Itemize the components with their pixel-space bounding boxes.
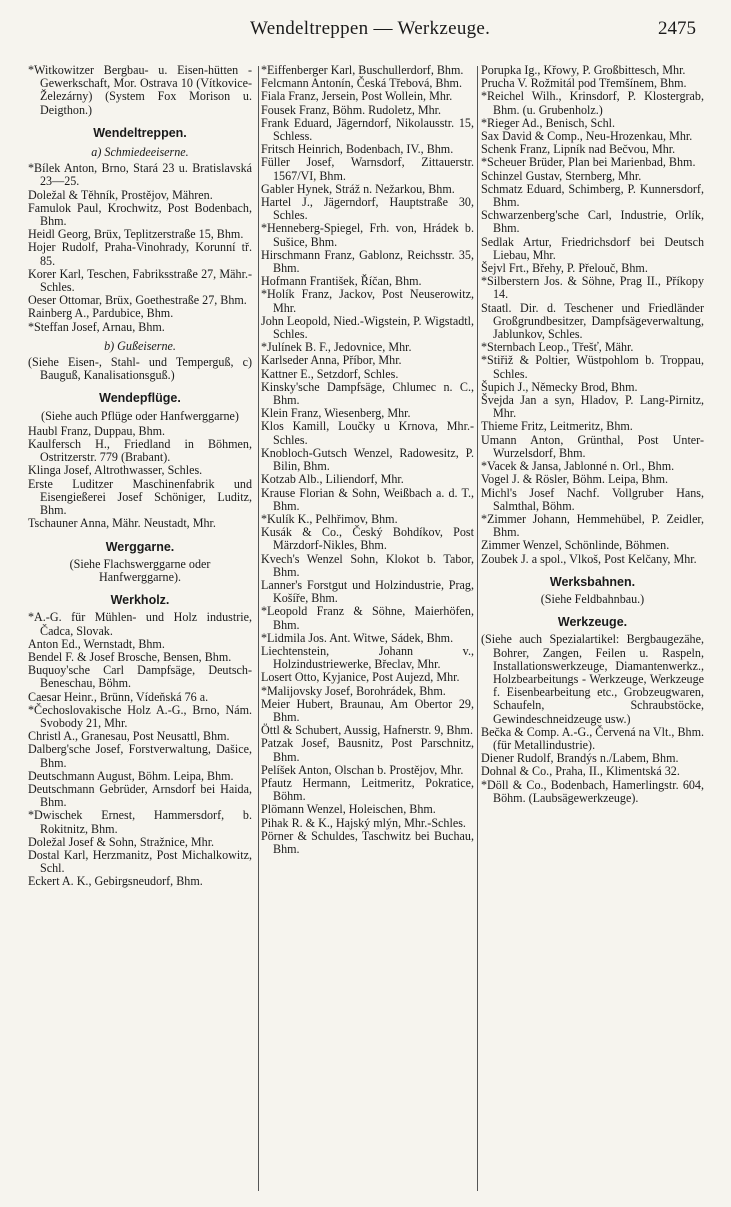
directory-entry: Knobloch-Gutsch Wenzel, Radowesitz, P. Bilin, Bhm. [261,445,474,474]
directory-entry: Porupka Ig., Křowy, P. Großbittesch, Mhr. [481,63,686,77]
directory-entry: Klos Kamill, Loučky u Krnova, Mhr.-Schles. [261,419,474,447]
directory-entry: Gabler Hynek, Stráž n. Nežarkou, Bhm. [261,181,455,196]
directory-entry: Thieme Fritz, Leitmeritz, Bhm. [481,419,633,434]
directory-entry: Šejvl Frt., Břehy, P. Přelouč, Bhm. [481,261,648,276]
directory-entry: Doležal & Těhník, Prostějov, Mähren. [28,187,213,202]
directory-entry: Heidl Georg, Brüx, Teplitzerstraße 15, Bhm. [28,227,244,242]
directory-entry: Korer Karl, Teschen, Fabriksstraße 27, Mähr.-Schles. [28,266,252,295]
directory-entry: Dalberg'sche Josef, Forstverwaltung, Dašice, Bhm. [28,742,252,770]
directory-entry: Schinzel Gustav, Sternberg, Mhr. [481,168,642,183]
directory-entry: Prucha V. Rožmitál pod Třemšínem, Bhm. [481,76,687,91]
directory-entry: Eckert A. K., Gebirgsneudorf, Bhm. [28,874,203,889]
directory-entry: Staatl. Dir. d. Teschener und Friedländer Großgrundbesitzer, Dampfsägeverwaltung, Jablunkov, Schles. [481,300,704,342]
directory-entry: Erste Luditzer Maschinenfabrik und Eisengießerei Josef Schöniger, Luditz, Bhm. [28,476,252,518]
directory-entry: Sedlak Artur, Friedrichsdorf bei Deutsch Liebau, Mhr. [481,234,704,262]
directory-entry: *Eiffenberger Karl, Buschullerdorf, Bhm. [261,63,464,77]
directory-entry: *Henneberg-Spiegel, Frh. von, Hrádek b. Sušice, Bhm. [261,221,474,249]
directory-entry: *Kulík K., Pelhřimov, Bhm. [261,511,398,526]
directory-entry: Tschauner Anna, Mähr. Neustadt, Mhr. [28,516,216,531]
directory-entry: Anton Ed., Wernstadt, Bhm. [28,636,165,651]
directory-columns [28,64,704,1194]
directory-entry: (Siehe Eisen-, Stahl- und Temperguß, c) Bauguß, Kanalisationsguß.) [28,355,252,383]
directory-entry: Kaulfersch H., Friedland in Böhmen, Ostritzerstr. 779 (Brabant). [28,437,252,465]
directory-entry: Oeser Ottomar, Brüx, Goethestraße 27, Bhm. [28,293,247,308]
directory-entry: Hofmann František, Říčan, Bhm. [261,274,422,289]
directory-entry: *Maliјovsky Josef, Borohrádek, Bhm. [261,683,446,698]
directory-entry: *Vacek & Jansa, Jablonné n. Orl., Bhm. [481,459,675,474]
subsection-heading: a) Schmiedeeiserne. [91,145,189,160]
directory-entry: Rainberg A., Pardubice, Bhm. [28,306,174,321]
directory-entry: *Stiřiž & Poltier, Wüstpohlom b. Troppau, Schles. [481,353,704,381]
directory-entry: Haubl Franz, Duppau, Bhm. [28,423,166,438]
directory-entry: Bendel F. & Josef Brosche, Bensen, Bhm. [28,649,232,664]
section-heading: Werksbahnen. [549,574,636,589]
directory-entry: Plömann Wenzel, Holeischen, Bhm. [261,802,436,817]
directory-entry: Bečka & Comp. A.-G., Červená na Vlt., Bhm. (für Metallindustrie). [481,724,704,752]
directory-entry: Pelíšek Anton, Olschan b. Prostějov, Mhr. [261,762,464,777]
directory-entry: Klein Franz, Wiesenberg, Mhr. [261,406,411,421]
directory-entry: Caesar Heinr., Brünn, Vídeňská 76 a. [28,689,209,704]
directory-entry: *Bílek Anton, Brno, Stará 23 u. Bratislavská 23—25. [28,161,252,189]
directory-entry: Füller Josef, Warnsdorf, Zittauerstr. 1567/VI, Bhm. [261,155,474,183]
directory-entry: *Sternbach Leop., Třešť, Mähr. [481,340,634,355]
directory-entry: *A.-G. für Mühlen- und Holz industrie, Čadca, Slovak. [28,610,252,638]
directory-entry: Patzak Josef, Bausnitz, Post Parschnitz, Bhm. [261,736,474,764]
directory-entry: Schenk Franz, Lipník nad Bečvou, Mhr. [481,142,676,157]
page-title: Wendeltreppen — Werkzeuge. [250,18,491,39]
directory-entry: Sax David & Comp., Neu-Hrozenkau, Mhr. [481,129,693,144]
directory-entry: Schwarzenberg'sche Carl, Industrie, Orlík, Bhm. [481,208,704,236]
directory-entry: *Scheuer Brüder, Plan bei Marienbad, Bhm. [481,155,696,170]
directory-entry: John Leopold, Nied.-Wigstein, P. Wigstadtl, Schles. [261,313,474,342]
page-number: 2475 [658,18,696,39]
directory-entry: *Leopold Franz & Söhne, Maierhöfen, Bhm. [261,604,474,632]
cross-reference-note: (Siehe auch Pflüge oder Hanfwerggarne) [41,408,239,423]
cross-reference-note: (Siehe Flachswerggarne oder Hanfwerggarne). [69,556,211,584]
column-2 [261,64,474,856]
directory-entry: Deutschmann August, Böhm. Leipa, Bhm. [28,768,234,783]
page-header [0,18,731,42]
directory-entry: Hartel J., Jägerndorf, Hauptstraße 30, Schles. [261,195,474,223]
directory-entry: Zoubek J. a spol., Vlkoš, Post Kelčany, Mhr. [481,551,697,566]
directory-entry: *Reichel Wilh., Krinsdorf, P. Klostergrab, Bhm. (u. Grubenholz.) [481,89,704,117]
directory-entry: Frank Eduard, Jägerndorf, Nikolausstr. 15, Schless. [261,115,474,144]
section-heading: Wendepflüge. [99,391,181,406]
directory-entry: Pfautz Hermann, Leitmeritz, Pokratice, Böhm. [261,775,474,804]
directory-entry: Öttl & Schubert, Aussig, Hafnerstr. 9, Bhm. [261,723,473,738]
directory-entry: Fiala Franz, Jersein, Post Wollein, Mhr. [261,89,453,104]
directory-entry: Zimmer Wenzel, Schönlinde, Böhmen. [481,538,670,553]
directory-entry: Švejda Jan a syn, Hladov, P. Lang-Pirnitz, Mhr. [481,393,704,421]
directory-entry: Krause Florian & Sohn, Weißbach a. d. T., Bhm. [261,485,474,513]
directory-entry: *Witkowitzer Bergbau- u. Eisen-hütten - Gewerkschaft, Mor. Ostrava 10 (Vítkovice-Železárny) (System Fox Morison u. Deigthon.) [28,63,252,117]
directory-entry: Kinsky'sche Dampfsäge, Chlumec n. C., Bhm. [261,379,474,408]
directory-entry: Umann Anton, Grünthal, Post Unter-Wurzelsdorf, Bhm. [481,432,704,460]
directory-entry: Dohnal & Co., Praha, II., Klimentská 32. [481,764,680,779]
directory-entry: Šupich J., Německy Brod, Bhm. [481,379,638,394]
directory-entry: *Dwischek Ernest, Hammersdorf, b. Rokitnitz, Bhm. [28,808,252,836]
directory-entry: Christl A., Granesau, Post Neusattl, Bhm. [28,729,230,744]
directory-entry: Felcmann Antonín, Česká Třebová, Bhm. [261,76,462,91]
directory-entry: Pörner & Schuldes, Taschwitz bei Buchau, Bhm. [261,828,474,856]
directory-entry: *Holík Franz, Jackov, Post Neuserowitz, Mhr. [261,287,474,315]
cross-reference-note: (Siehe Feldbahnbau.) [540,591,645,606]
column-3 [481,64,704,805]
directory-entry: Klinga Josef, Altrothwasser, Schles. [28,463,203,478]
directory-entry: *Čechoslovakische Holz A.-G., Brno, Nám. Svobody 21, Mhr. [28,702,252,730]
directory-entry: Vogel J. & Rösler, Böhm. Leipa, Bhm. [481,472,669,487]
directory-entry: *Steffan Josef, Arnau, Bhm. [28,319,165,334]
directory-entry: *Döll & Co., Bodenbach, Hamerlingstr. 604, Böhm. (Laubsägewerkzeuge). [481,777,704,805]
directory-entry: Lanner's Forstgut und Holzindustrie, Prag, Košíře, Bhm. [261,577,474,606]
section-heading: Werkholz. [110,593,170,608]
directory-entry: Schmatz Eduard, Schimberg, P. Kunnersdorf, Bhm. [481,181,704,210]
directory-entry: Kusák & Co., Český Bohdíkov, Post Märzdorf-Nikles, Bhm. [261,525,474,553]
directory-entry: (Siehe auch Spezialartikel: Bergbaugezähe, Bohrer, Zangen, Feilen u. Raspeln, Installationswerkzeuge, Diamantenwerkz., Holzbearbeitungs - Werkzeuge, Werkzeuge f. Eisenbearbeitung etc., Grobzeugwaren, Schaufeln, Schraubstöcke, Gewindeschneidzeuge usw.) [481,632,704,726]
directory-entry: *Silberstern Jos. & Söhne, Prag II., Příkopy 14. [481,274,704,302]
subsection-heading: b) Gußeiserne. [104,338,176,353]
directory-entry: Buquoy'sche Carl Dampfsäge, Deutsch-Beneschau, Böhm. [28,663,252,691]
directory-entry: Hojer Rudolf, Praha-Vinohrady, Korunní tř. 85. [28,240,252,268]
directory-entry: Deutschmann Gebrüder, Arnsdorf bei Haida, Bhm. [28,781,252,810]
directory-entry: Doležal Josef & Sohn, Stražnice, Mhr. [28,834,215,849]
directory-entry: Pihak R. & K., Hajský mlýn, Mhr.-Schles. [261,815,466,830]
directory-entry: Kattner E., Setzdorf, Schles. [261,366,399,381]
directory-entry: Liechtenstein, Johann v., Holzindustriewerke, Břeclav, Mhr. [261,643,474,672]
directory-entry: Michl's Josef Nachf. Vollgruber Hans, Salmthal, Böhm. [481,485,704,513]
directory-entry: Dostal Karl, Herzmanitz, Post Michalkowitz, Schl. [28,847,252,876]
directory-entry: Hirschmann Franz, Gablonz, Reichsstr. 35, Bhm. [261,247,474,276]
section-heading: Werggarne. [105,539,175,554]
section-heading: Werkzeuge. [557,615,628,630]
directory-entry: Meier Hubert, Braunau, Am Obertor 29, Bhm. [261,696,474,724]
column-1 [28,64,252,889]
directory-entry: *Rieger Ad., Benisch, Schl. [481,115,616,130]
directory-entry: *Zimmer Johann, Hemmehübel, P. Zeidler, Bhm. [481,511,704,540]
directory-entry: *Lidmila Jos. Ant. Witwe, Sádek, Bhm. [261,630,454,645]
directory-entry: *Julínek B. F., Jedovnice, Mhr. [261,340,412,355]
directory-entry: Losert Otto, Kyjanice, Post Aujezd, Mhr. [261,670,460,685]
directory-entry: Fousek Franz, Böhm. Rudoletz, Mhr. [261,102,442,117]
section-heading: Wendeltreppen. [93,125,187,140]
directory-entry: Famulok Paul, Krochwitz, Post Bodenbach, Bhm. [28,200,252,229]
directory-entry: Kotzab Alb., Liliendorf, Mhr. [261,472,404,487]
directory-entry: Fritsch Heinrich, Bodenbach, IV., Bhm. [261,142,454,157]
directory-entry: Karlseder Anna, Příbor, Mhr. [261,353,402,368]
directory-entry: Kvech's Wenzel Sohn, Klokot b. Tabor, Bhm. [261,551,474,579]
directory-entry: Diener Rudolf, Brandýs n./Labem, Bhm. [481,751,679,766]
